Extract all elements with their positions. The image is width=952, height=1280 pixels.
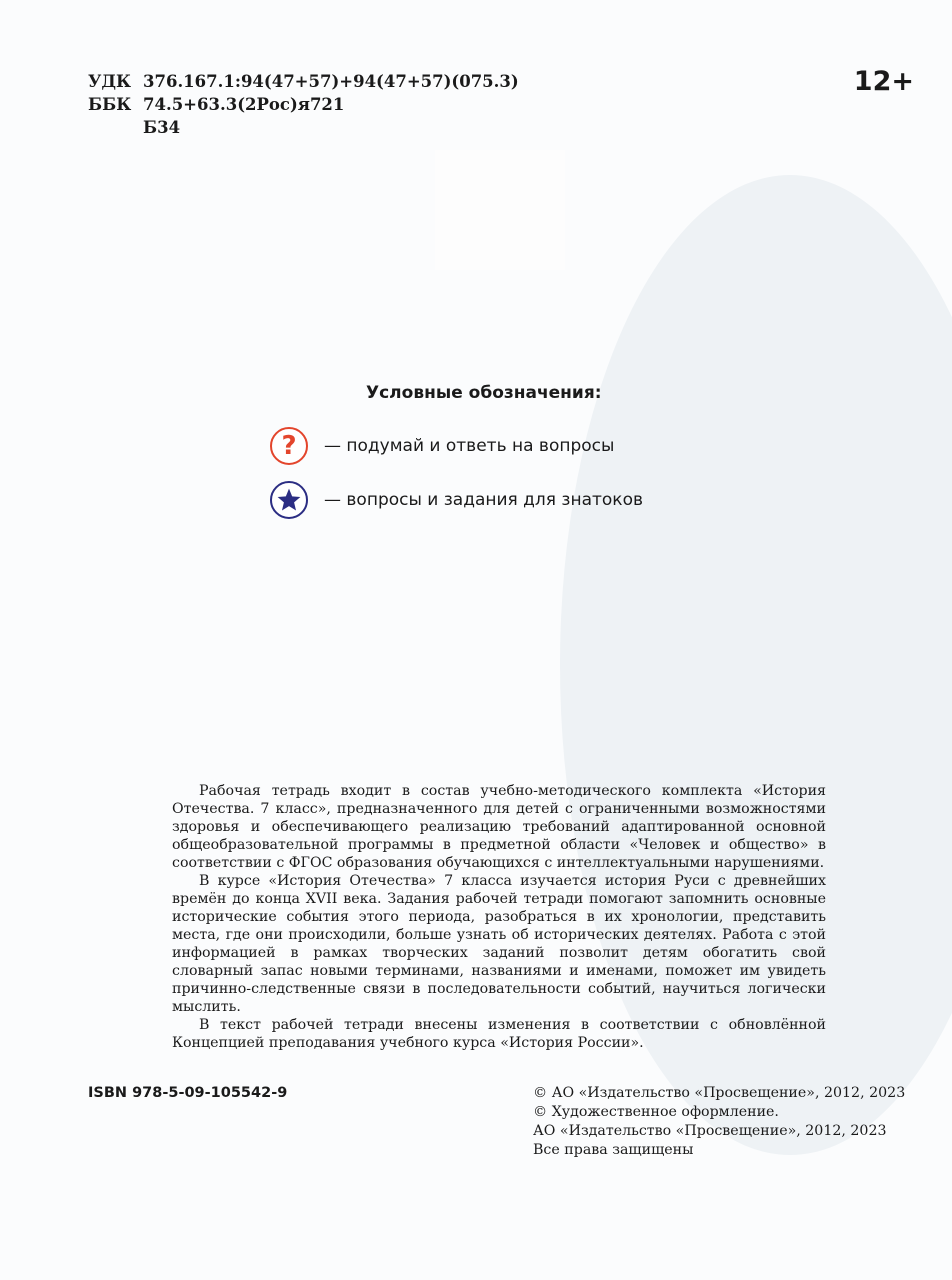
copyright-block — [533, 1084, 905, 1160]
legend-title: Условные обозначения: — [366, 383, 602, 403]
question-icon: ? — [270, 427, 308, 465]
udk-row — [88, 70, 519, 93]
annotation-text — [172, 782, 826, 1052]
background-showthrough-patch — [435, 150, 565, 270]
udk-label: УДК — [88, 72, 132, 91]
copyright-line: Все права защищены — [533, 1142, 694, 1158]
code-row — [88, 116, 519, 139]
copyright-line: © Художественное оформление. — [533, 1104, 779, 1120]
bbk-label: ББК — [88, 95, 132, 114]
bbk-row — [88, 93, 519, 116]
legend-item-star — [270, 481, 643, 519]
legend-item-label: — подумай и ответь на вопросы — [324, 436, 615, 456]
copyright-line: АО «Издательство «Просвещение», 2012, 2023 — [533, 1123, 887, 1139]
udk-value: 376.167.1:94(47+57)+94(47+57)(075.3) — [143, 72, 519, 91]
star-icon — [270, 481, 308, 519]
author-code: Б34 — [143, 118, 181, 137]
paragraph: Рабочая тетрадь входит в состав учебно-методического комплекта «История Отечества. 7 класс», предназначенного для детей с ограниченными возможностями здоровья и обеспечивающего реализацию требований адаптированной основной общеобразовательной программы в предметной области «Человек и общество» в соответствии с ФГОС образования обучающихся с интеллектуальными нарушениями. — [172, 783, 826, 871]
paragraph: В текст рабочей тетради внесены изменения в соответствии с обновлённой Концепцией преподавания учебного курса «История России». — [172, 1017, 826, 1051]
paragraph: В курсе «История Отечества» 7 класса изучается история Руси с древнейших времён до конца XVII века. Задания рабочей тетради помогают запомнить основные исторические события этого периода, разобраться в их хронологии, представить места, где они происходили, больше узнать об исторических деятелях. Работа с этой информацией в рамках творческих заданий позволит детям обогатить свой словарный запас новыми терминами, названиями и именами, поможет им увидеть причинно-следственные связи в последовательности событий, научиться логически мыслить. — [172, 873, 826, 1015]
classification-block — [88, 70, 519, 139]
isbn: ISBN 978-5-09-105542-9 — [88, 1085, 288, 1101]
age-rating: 12+ — [853, 66, 914, 97]
legend-item-question — [270, 427, 614, 465]
legend-item-label: — вопросы и задания для знатоков — [324, 490, 643, 510]
copyright-line: © АО «Издательство «Просвещение», 2012, 2023 — [533, 1085, 906, 1101]
bbk-value: 74.5+63.3(2Рос)я721 — [143, 95, 345, 114]
